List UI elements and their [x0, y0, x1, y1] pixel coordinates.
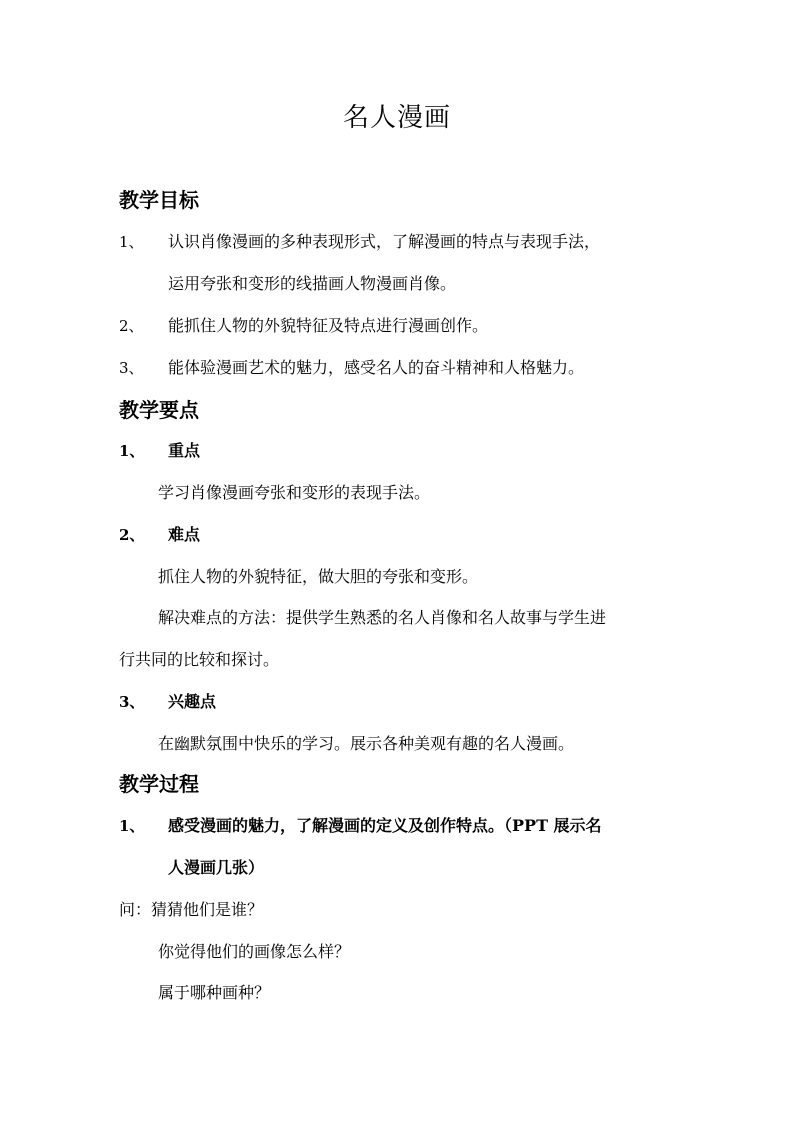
process-1-text: 感受漫画的魅力，了解漫画的定义及创作特点。（PPT 展示名 [168, 816, 602, 835]
keypoint-2-method: 解决难点的方法：提供学生熟悉的名人肖像和名人故事与学生进 [158, 608, 607, 627]
keypoint-2-label: 难点 [168, 525, 201, 544]
process-1-number: 1、 [119, 817, 145, 835]
keypoint-2-body: 抓住人物的外貌特征，做大胆的夸张和变形。 [158, 567, 479, 586]
keypoint-3-body: 在幽默氛围中快乐的学习。展示各种美观有趣的名人漫画。 [158, 734, 575, 753]
document-title: 名人漫画 [342, 103, 451, 133]
question-2: 你觉得他们的画像怎么样？ [158, 942, 351, 961]
question-1: 问：猜猜他们是谁？ [119, 900, 264, 919]
keypoint-3-label: 兴趣点 [168, 692, 217, 711]
objective-1-text-cont: 运用夸张和变形的线描画人物漫画肖像。 [168, 274, 457, 293]
keypoint-3-number: 3、 [119, 693, 145, 711]
keypoint-2-number: 2、 [119, 526, 145, 544]
section-heading-objectives: 教学目标 [119, 188, 199, 212]
objective-1-text: 认识肖像漫画的多种表现形式，了解漫画的特点与表现手法， [168, 232, 601, 251]
section-heading-process: 教学过程 [119, 772, 199, 796]
section-heading-key-points: 教学要点 [119, 398, 199, 422]
objective-1-number: 1、 [119, 233, 144, 251]
objective-3-number: 3、 [119, 359, 144, 377]
objective-3-text: 能体验漫画艺术的魅力，感受名人的奋斗精神和人格魅力。 [168, 358, 585, 377]
objective-2-number: 2、 [119, 317, 144, 335]
keypoint-1-number: 1、 [119, 442, 145, 460]
process-1-text-cont: 人漫画几张） [168, 858, 265, 877]
keypoint-2-method-cont: 行共同的比较和探讨。 [119, 650, 280, 669]
question-3: 属于哪种画种？ [158, 983, 271, 1002]
objective-2-text: 能抓住人物的外貌特征及特点进行漫画创作。 [168, 316, 489, 335]
keypoint-1-body: 学习肖像漫画夸张和变形的表现手法。 [158, 483, 431, 502]
keypoint-1-label: 重点 [168, 441, 201, 460]
